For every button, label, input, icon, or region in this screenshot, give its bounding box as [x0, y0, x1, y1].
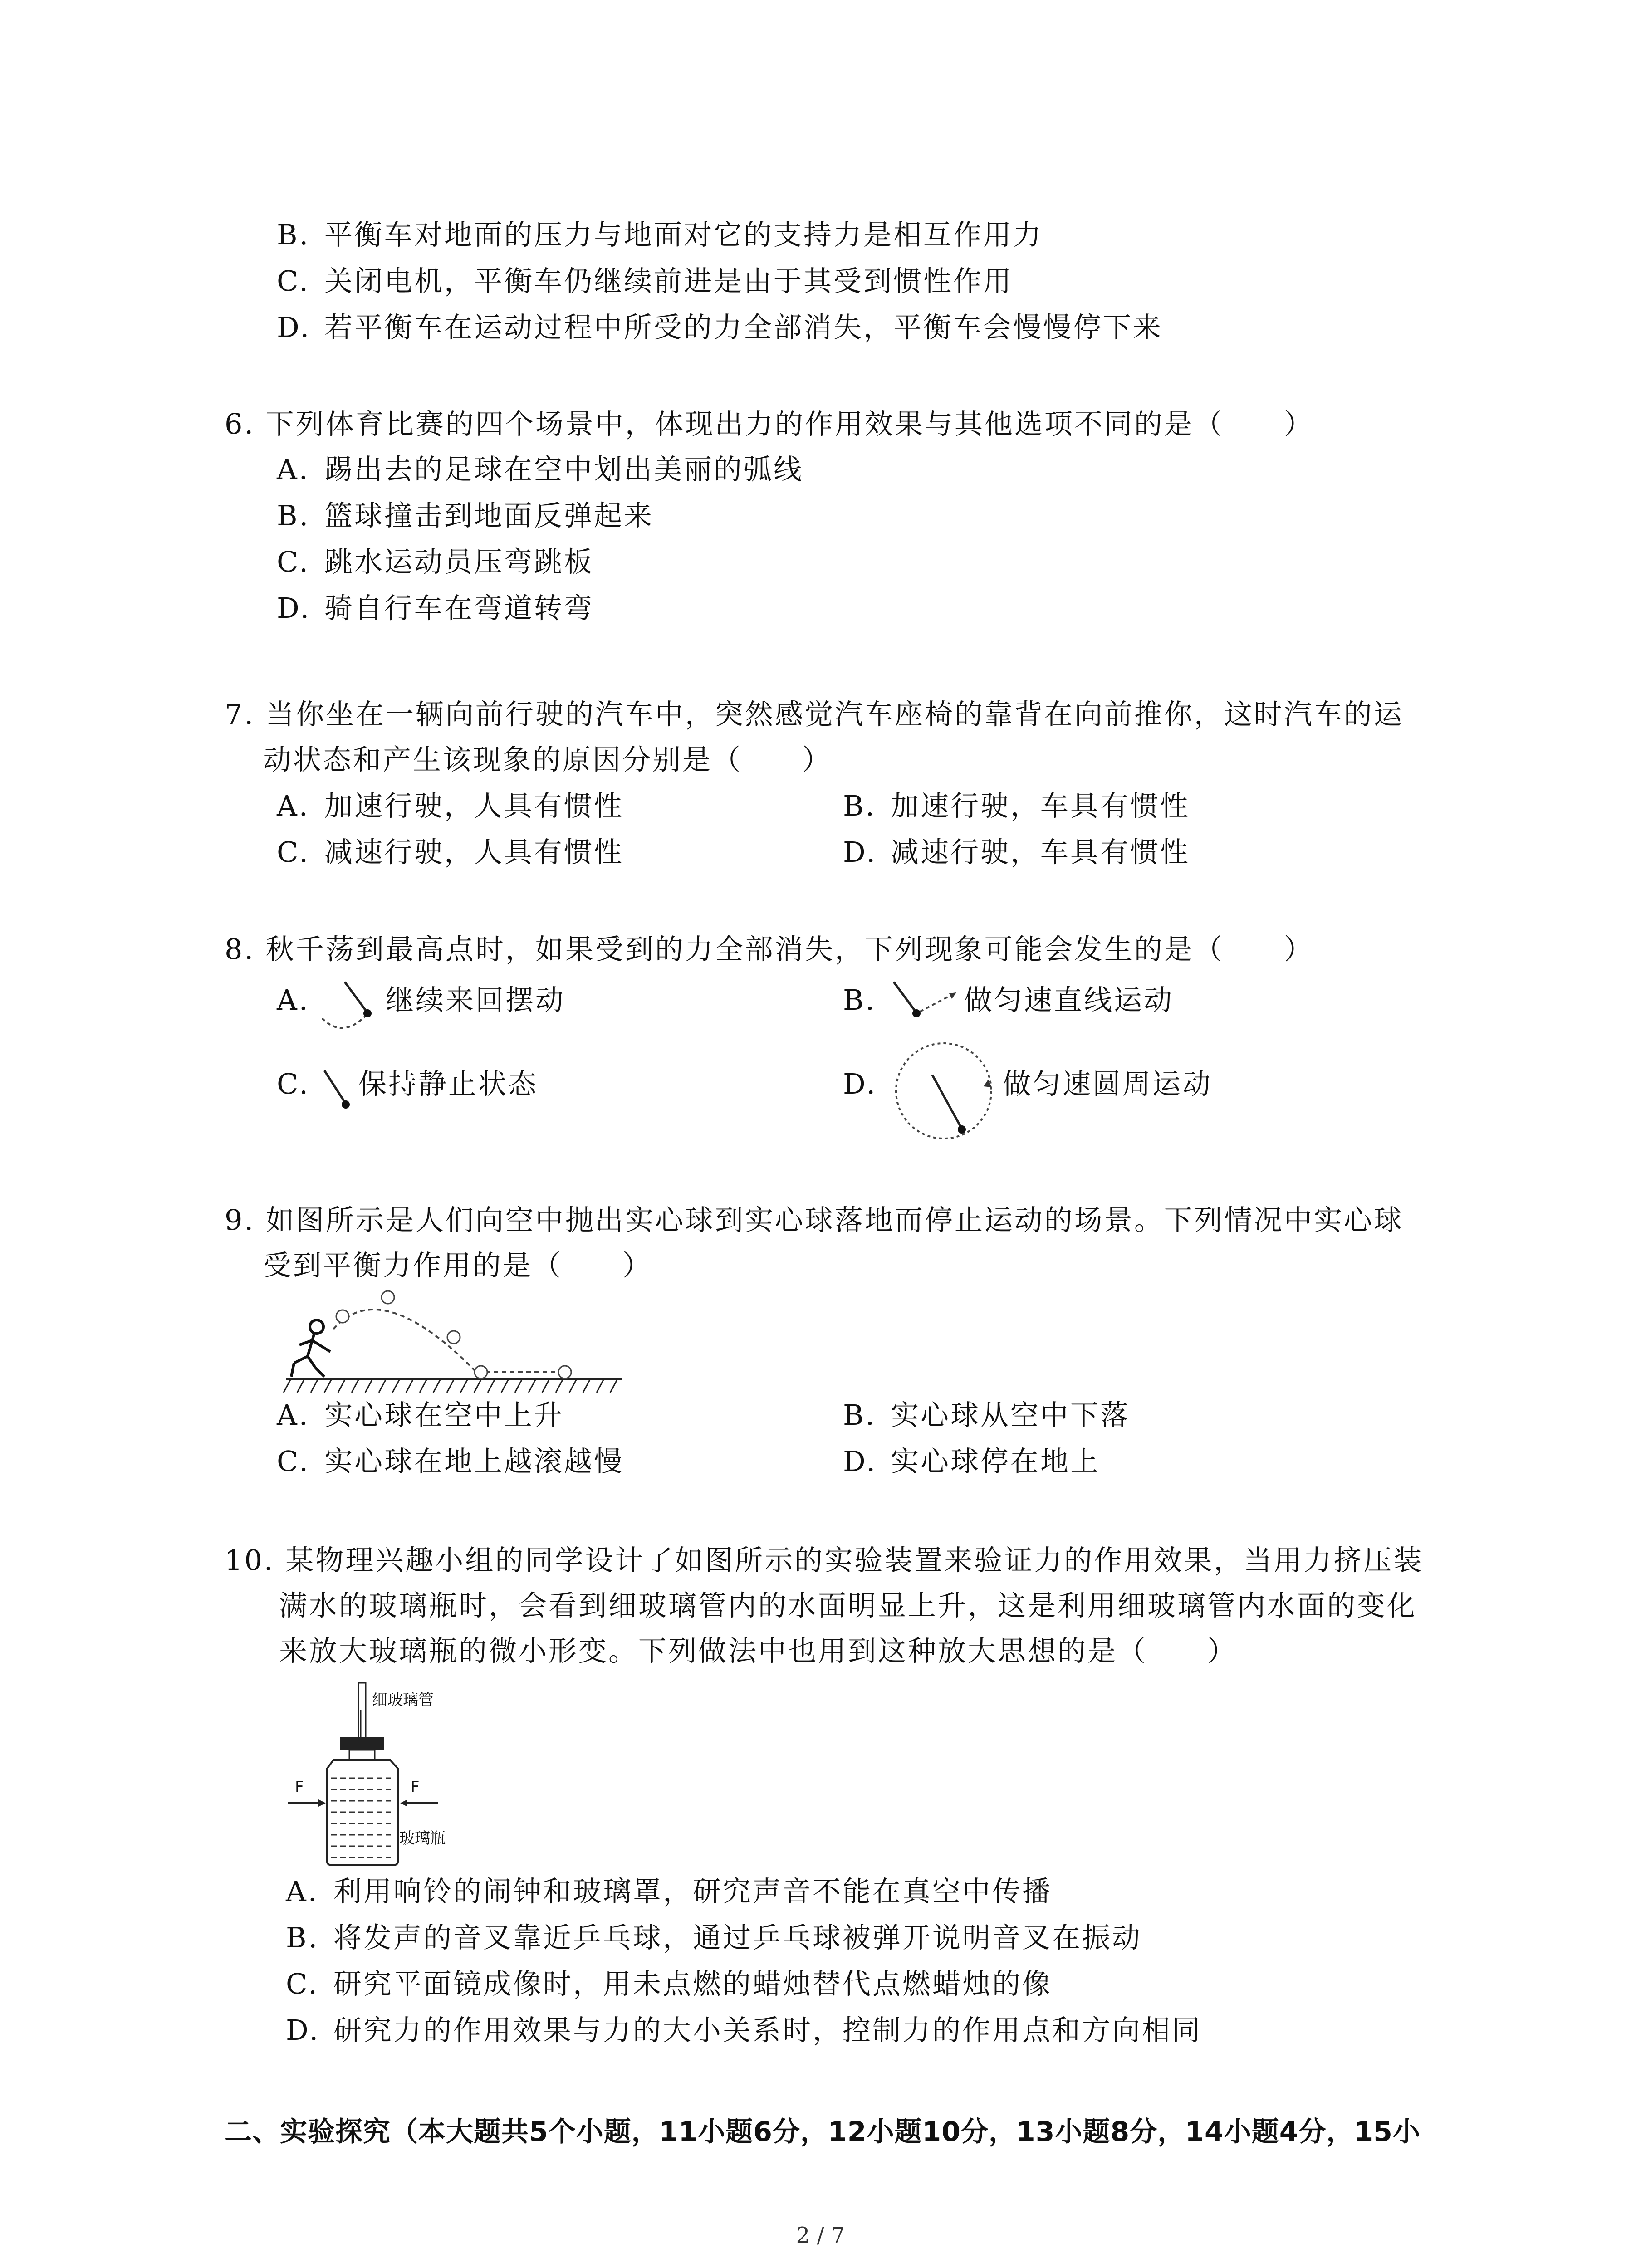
swing-arc-figure [318, 975, 386, 1034]
q8-option-c-letter: C. [277, 1067, 310, 1100]
q8-option-b-letter: B. [843, 983, 877, 1017]
page-number: 2 / 7 [796, 2223, 845, 2248]
q6-stem: 6. 下列体育比赛的四个场景中，体现出力的作用效果与其他选项不同的是（ ） [225, 407, 1314, 440]
option-letter: A. [277, 453, 310, 486]
option-text: 实心球停在地上 [891, 1445, 1101, 1478]
q10-option-c [286, 1966, 1052, 2002]
option-letter: A. [286, 1875, 319, 1908]
q9-stem-line2: 受到平衡力作用的是（ ） [263, 1249, 653, 1282]
q8-option-b-text: 做匀速直线运动 [964, 983, 1174, 1017]
q10-stem-line1: 10. 某物理兴趣小组的同学设计了如图所示的实验装置来验证力的作用效果，当用力挤压装 [225, 1544, 1424, 1577]
q9-option-b [843, 1397, 1130, 1433]
q8-option-c-text: 保持静止状态 [358, 1067, 539, 1100]
option-letter: D. [277, 311, 311, 344]
option-text: 实心球在地上越滚越慢 [324, 1445, 624, 1478]
option-text: 若平衡车在运动过程中所受的力全部消失，平衡车会慢慢停下来 [324, 311, 1163, 344]
q7-option-a [277, 788, 624, 824]
q6-option-c [277, 544, 594, 580]
option-letter: A. [277, 789, 310, 822]
q9-option-d [843, 1443, 1100, 1480]
q10-option-a [286, 1873, 1052, 1910]
option-text: 加速行驶，人具有惯性 [324, 789, 624, 822]
static-swing-figure [318, 1061, 358, 1120]
q6-option-d [277, 590, 594, 626]
option-letter: C. [277, 836, 310, 869]
q5-option-c [277, 263, 1013, 299]
q8-option-a-letter: A. [277, 983, 310, 1017]
q10-stem-line2: 满水的玻璃瓶时，会看到细玻璃管内的水面明显上升，这是利用细玻璃管内水面的变化 [279, 1589, 1417, 1622]
q9-option-a [277, 1397, 564, 1433]
option-text: 篮球撞击到地面反弹起来 [324, 499, 654, 532]
option-letter: C. [286, 1967, 319, 2000]
option-letter: B. [277, 218, 310, 251]
option-text: 将发声的音叉靠近乒乓球，通过乒乓球被弹开说明音叉在振动 [333, 1921, 1142, 1954]
q9-stem-line1: 9. 如图所示是人们向空中抛出实心球到实心球落地而停止运动的场景。下列情况中实心球 [225, 1203, 1404, 1237]
q10-stem-line3: 来放大玻璃瓶的微小形变。下列做法中也用到这种放大思想的是（ ） [279, 1634, 1238, 1667]
option-letter: B. [286, 1921, 319, 1954]
option-letter: D. [843, 1445, 877, 1478]
option-text: 实心球在空中上升 [324, 1398, 564, 1432]
option-text: 实心球从空中下落 [891, 1398, 1131, 1432]
shot-put-trajectory-figure [281, 1284, 626, 1397]
q7-stem-line1: 7. 当你坐在一辆向前行驶的汽车中，突然感觉汽车座椅的靠背在向前推你，这时汽车的运 [225, 698, 1404, 731]
option-text: 研究平面镜成像时，用未点燃的蜡烛替代点燃蜡烛的像 [333, 1967, 1053, 2000]
option-letter: D. [277, 591, 311, 625]
q7-option-c [277, 834, 624, 870]
tube-label: 细玻璃管 [372, 1691, 434, 1709]
force-left-label: F [295, 1778, 304, 1796]
q6-option-b [277, 498, 654, 534]
option-letter: A. [277, 1398, 310, 1432]
q10-option-b [286, 1920, 1142, 1956]
q8-option-d-text: 做匀速圆周运动 [1003, 1067, 1213, 1100]
straight-line-motion-figure [885, 975, 966, 1034]
q5-option-b [277, 217, 1043, 253]
option-letter: B. [843, 789, 877, 822]
q8-option-a-text: 继续来回摆动 [386, 983, 566, 1017]
q5-option-d [277, 309, 1163, 346]
circular-motion-figure [889, 1036, 998, 1145]
option-text: 骑自行车在弯道转弯 [324, 591, 594, 625]
q9-option-c [277, 1443, 624, 1480]
q6-option-a [277, 451, 803, 488]
option-text: 利用响铃的闹钟和玻璃罩，研究声音不能在真空中传播 [333, 1875, 1053, 1908]
option-letter: C. [277, 545, 310, 578]
force-right-label: F [411, 1778, 420, 1796]
option-letter: C. [277, 1445, 310, 1478]
option-text: 平衡车对地面的压力与地面对它的支持力是相互作用力 [324, 218, 1043, 251]
bottle-label: 玻璃瓶 [399, 1829, 446, 1848]
option-text: 研究力的作用效果与力的大小关系时，控制力的作用点和方向相同 [333, 2014, 1202, 2047]
section-heading: 二、实验探究（本大题共5个小题，11小题6分，12小题10分，13小题8分，14小题4分，15小 [225, 2116, 1421, 2148]
option-letter: D. [286, 2014, 320, 2047]
option-text: 踢出去的足球在空中划出美丽的弧线 [324, 453, 804, 486]
option-letter: D. [843, 836, 877, 869]
q10-option-d [286, 2012, 1202, 2048]
q7-option-b [843, 788, 1190, 824]
option-text: 跳水运动员压弯跳板 [324, 545, 594, 578]
option-letter: B. [277, 499, 310, 532]
q8-option-d-letter: D. [843, 1067, 877, 1100]
option-text: 减速行驶，人具有惯性 [324, 836, 624, 869]
option-text: 减速行驶，车具有惯性 [891, 836, 1190, 869]
option-text: 加速行驶，车具有惯性 [891, 789, 1190, 822]
option-letter: B. [843, 1398, 877, 1432]
q7-stem-line2: 动状态和产生该现象的原因分别是（ ） [263, 743, 833, 776]
q8-stem: 8. 秋千荡到最高点时，如果受到的力全部消失，下列现象可能会发生的是（ ） [225, 933, 1314, 966]
option-letter: C. [277, 264, 310, 298]
q7-option-d [843, 834, 1190, 870]
option-text: 关闭电机，平衡车仍继续前进是由于其受到惯性作用 [324, 264, 1014, 298]
